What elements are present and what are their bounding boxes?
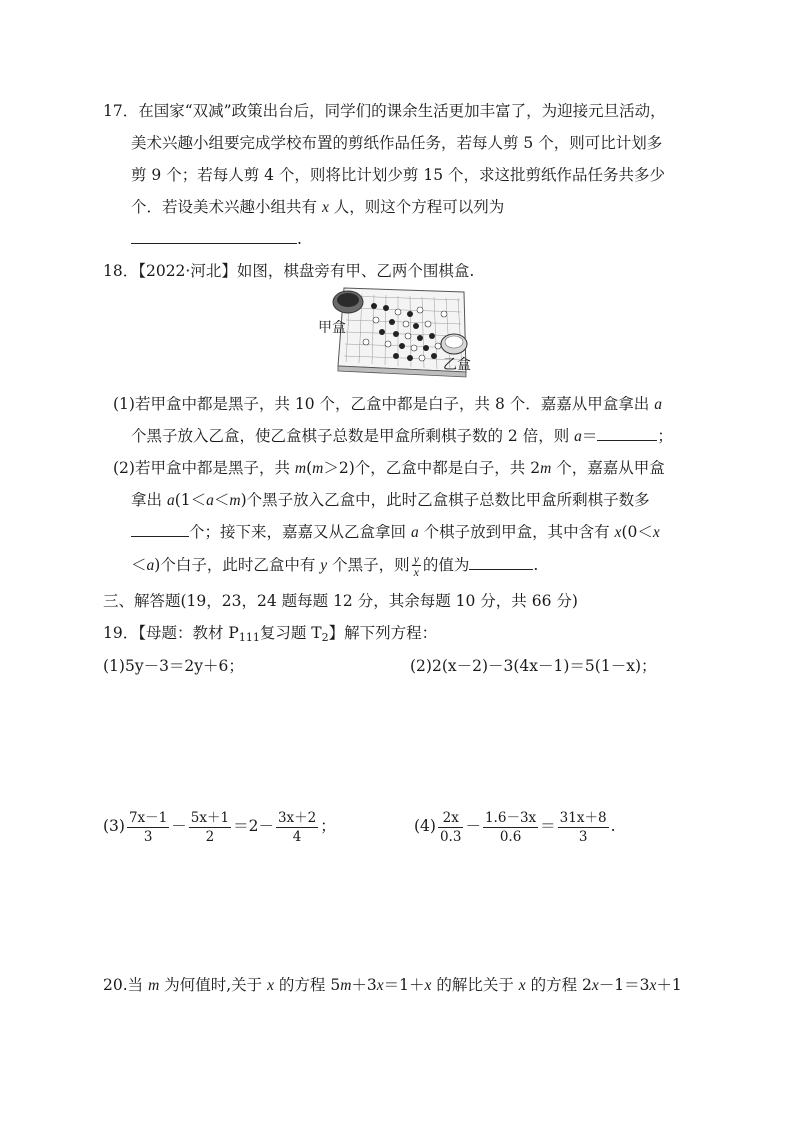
q18-p2-text: 个棋子放到甲盒，其中含有 — [418, 523, 615, 541]
eq4-end: . — [610, 817, 616, 835]
q17-line2: 美术兴趣小组要完成学校布置的剪纸作品任务，若每人剪 5 个，则可比计划多 — [131, 134, 663, 152]
eq4-fraction-3 — [558, 809, 609, 846]
eq4-op: － — [465, 817, 481, 835]
q19-equation-4 — [414, 804, 616, 848]
eq3-fraction-1 — [127, 809, 169, 846]
q18-var-a: a — [146, 557, 155, 574]
q19-title-sub: 2 — [321, 631, 329, 644]
fraction-numerator: 31x＋8 — [559, 809, 607, 826]
eq3-end: ； — [320, 817, 336, 835]
q20-text: 的解比关于 — [431, 976, 519, 994]
q18-p1-line2 — [131, 426, 673, 447]
q19-equation-3 — [103, 804, 336, 848]
fraction-numerator: 7x－1 — [128, 809, 168, 826]
q18-p2-line4 — [131, 553, 538, 578]
fig-label-yi: 乙盒 — [443, 357, 471, 373]
fraction-denominator: 0.3 — [439, 828, 462, 845]
q19-title-sub: 111 — [238, 631, 260, 644]
q18-p2-text: ＜ — [131, 556, 147, 574]
q18-var-a: a — [206, 492, 214, 509]
q17-answer-line — [131, 229, 302, 249]
q17-line1: 17．在国家“双减”政策出台后，同学们的课余生活更加丰富了，为迎接元旦活动， — [103, 102, 666, 120]
q20-var-x: x — [518, 977, 526, 994]
fig-label-jia: 甲盒 — [318, 320, 346, 336]
q18-var-m: m — [294, 460, 307, 477]
q18-p2-line2 — [131, 490, 650, 511]
eq3-op: ＝2－ — [233, 817, 274, 835]
q17-line4-text-b: 人，则这个方程可以列为 — [328, 198, 505, 216]
eq4-op: ＝ — [540, 817, 556, 835]
q19-equation-1: (1)5y－3＝2y＋6； — [103, 657, 244, 675]
q19-title-text: 复习题 T — [259, 624, 322, 642]
fraction-numerator: 2x — [438, 809, 463, 828]
q18-var-a: a — [574, 428, 582, 445]
q18-p2-text: (0＜ — [621, 523, 653, 541]
q20-var-m: m — [340, 977, 352, 994]
q20-var-x: x — [424, 977, 432, 994]
fraction-numerator: 3x＋2 — [277, 809, 317, 826]
q19-equation-2: (2)2(x－2)－3(4x－1)＝5(1－x)； — [410, 657, 657, 675]
q17-answer-blank[interactable] — [131, 229, 297, 244]
q17-line4-text-a: 个．若设美术兴趣小组共有 — [131, 198, 322, 216]
q19-title-text: 19．【母题：教材 P — [103, 624, 239, 642]
eq4-fraction-1 — [438, 809, 463, 846]
q18-p2-answer-blank-2[interactable] — [469, 555, 533, 570]
q18-p2-line3 — [131, 522, 660, 543]
q18-p1-answer-blank[interactable] — [597, 426, 657, 441]
q20-var-m: m — [148, 977, 160, 994]
q18-var-a: a — [166, 492, 175, 509]
q18-p2-end: . — [533, 556, 539, 574]
q20-text: ＋3 — [351, 976, 377, 994]
q18-p2-text: 拿出 — [131, 491, 167, 509]
q18-var-x: x — [652, 524, 660, 541]
q18-p2-text: (2)若甲盒中都是黑子，共 — [113, 459, 295, 477]
q18-p1-text-b: 个黑子放入乙盒，使乙盒棋子总数是甲盒所剩棋子数的 2 倍，则 — [131, 427, 575, 445]
q20-line1 — [103, 975, 682, 996]
eq3-fraction-3 — [276, 809, 318, 846]
q18-var-a: a — [410, 524, 419, 541]
fraction-denominator: 2 — [205, 828, 215, 845]
q18-p2-text: ＞2)个，乙盒中都是白子，共 2 — [323, 459, 541, 477]
q18-p2-text: 个，嘉嘉从甲盒 — [551, 459, 665, 477]
q20-text: －1＝3 — [598, 976, 650, 994]
q18-var-m: m — [540, 460, 552, 477]
q20-var-x: x — [376, 977, 384, 994]
fraction-denominator: x — [413, 565, 419, 579]
q18-p2-text: 个；接下来，嘉嘉又从乙盒拿回 — [189, 523, 411, 541]
q20-text: 20.当 — [103, 976, 149, 994]
q20-text: ＋1 — [656, 976, 682, 994]
q18-p2-text: 个黑子，则 — [327, 556, 410, 574]
q17-line4 — [131, 197, 504, 218]
fraction-denominator: 4 — [292, 828, 302, 845]
q18-p1-end: ； — [657, 427, 673, 445]
q20-text: 为何值时,关于 — [159, 976, 268, 994]
q17-var-x: x — [321, 199, 329, 216]
q18-p2-text: ＜ — [213, 491, 230, 509]
fraction-numerator: 1.6－3x — [484, 809, 537, 826]
q18-p2-text: 的值为 — [422, 556, 470, 574]
q18-p2-text: ( — [306, 459, 313, 477]
eq3-fraction-2 — [189, 809, 231, 846]
q17-period: . — [297, 230, 302, 248]
q18-title: 18．【2022·河北】如图，棋盘旁有甲、乙两个围棋盒. — [103, 262, 475, 280]
fraction-denominator: 3 — [578, 828, 588, 845]
q19-title — [103, 623, 437, 648]
q17-line3: 剪 9 个；若每人剪 4 个，则将比计划少剪 15 个，求这批剪纸作品任务共多少 — [131, 166, 666, 184]
q18-var-x: x — [614, 524, 622, 541]
eq3-label: (3) — [103, 817, 125, 835]
fraction-numerator: y — [413, 552, 419, 566]
q18-var-m: m — [229, 492, 241, 509]
q20-text: 的方程 2 — [525, 976, 592, 994]
eq4-fraction-2 — [483, 809, 538, 846]
q18-p2-text: )个黑子放入乙盒中，此时乙盒棋子总数比甲盒所剩棋子数多 — [240, 491, 650, 509]
section-3-heading: 三、解答题(19，23，24 题每题 12 分，其余每题 10 分，共 66 分) — [103, 592, 578, 610]
q18-p2-answer-blank-1[interactable] — [131, 522, 189, 537]
q18-var-m: m — [312, 460, 324, 477]
eq4-label: (4) — [414, 817, 436, 835]
q20-text: ＝1＋ — [383, 976, 425, 994]
eq3-op: － — [171, 817, 187, 835]
q19-title-text: 】解下列方程： — [328, 624, 438, 642]
q20-var-x: x — [267, 977, 274, 994]
q18-var-a: a — [654, 396, 662, 413]
q18-p1-text-a: (1)若甲盒中都是黑子，共 10 个，乙盒中都是白子，共 8 个．嘉嘉从甲盒拿出 — [113, 395, 655, 413]
q18-var-y: y — [320, 557, 328, 574]
q20-var-x: x — [649, 977, 657, 994]
q18-p2-text: )个白子，此时乙盒中有 — [154, 556, 321, 574]
q18-p2-text: (1＜ — [174, 491, 207, 509]
q18-p1-eq: ＝ — [581, 427, 598, 445]
q18-p1-line1 — [113, 394, 662, 415]
fraction-denominator: 0.6 — [499, 828, 522, 845]
q20-var-x: x — [591, 977, 599, 994]
fraction-numerator: 5x＋1 — [190, 809, 230, 826]
q18-p2-line1 — [113, 458, 665, 479]
fraction-y-over-x — [412, 553, 421, 578]
q20-text: 的方程 5 — [273, 976, 341, 994]
fraction-denominator: 3 — [143, 828, 153, 845]
